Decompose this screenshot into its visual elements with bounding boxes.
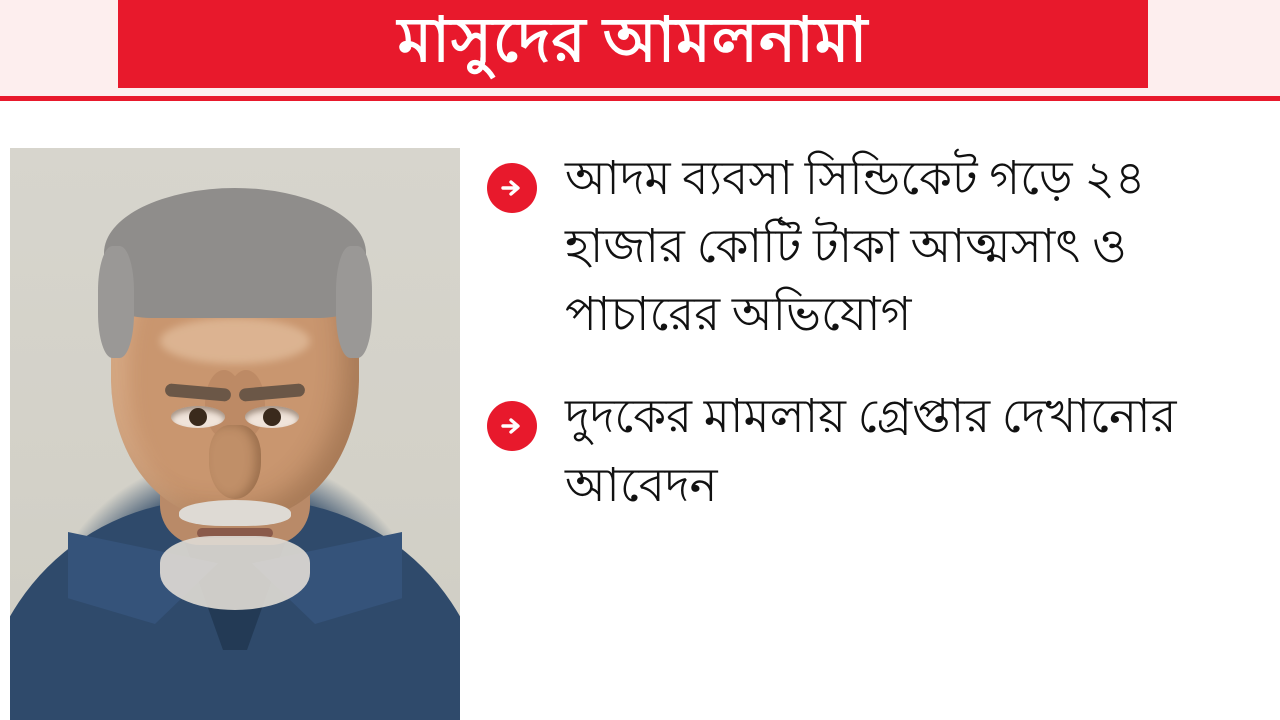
page-title: মাসুদের আমলনামা (397, 7, 869, 75)
header-title-box (118, 0, 1148, 88)
arrow-right-circle-icon (487, 163, 537, 213)
nose-shape (209, 425, 261, 499)
eye-left-shape (245, 406, 299, 428)
forehead-highlight (160, 318, 310, 364)
list-item (487, 383, 1267, 519)
list-item (487, 145, 1267, 349)
moustache-shape (179, 500, 291, 526)
list-item-label: আদম ব্যবসা সিন্ডিকেট গড়ে ২৪ হাজার কোটি টাকা আত্মসাৎ ও পাচারের অভিযোগ (565, 153, 1146, 342)
portrait-illustration (10, 148, 460, 720)
beard-shape (160, 536, 310, 610)
hair-shape (104, 188, 366, 318)
portrait-photo (10, 148, 460, 720)
allegation-list (487, 145, 1267, 554)
eye-right-shape (171, 406, 225, 428)
header-band (0, 0, 1280, 96)
content-area (0, 101, 1280, 720)
list-item-label: দুদকের মামলায় গ্রেপ্তার দেখানোর আবেদন (565, 391, 1177, 512)
